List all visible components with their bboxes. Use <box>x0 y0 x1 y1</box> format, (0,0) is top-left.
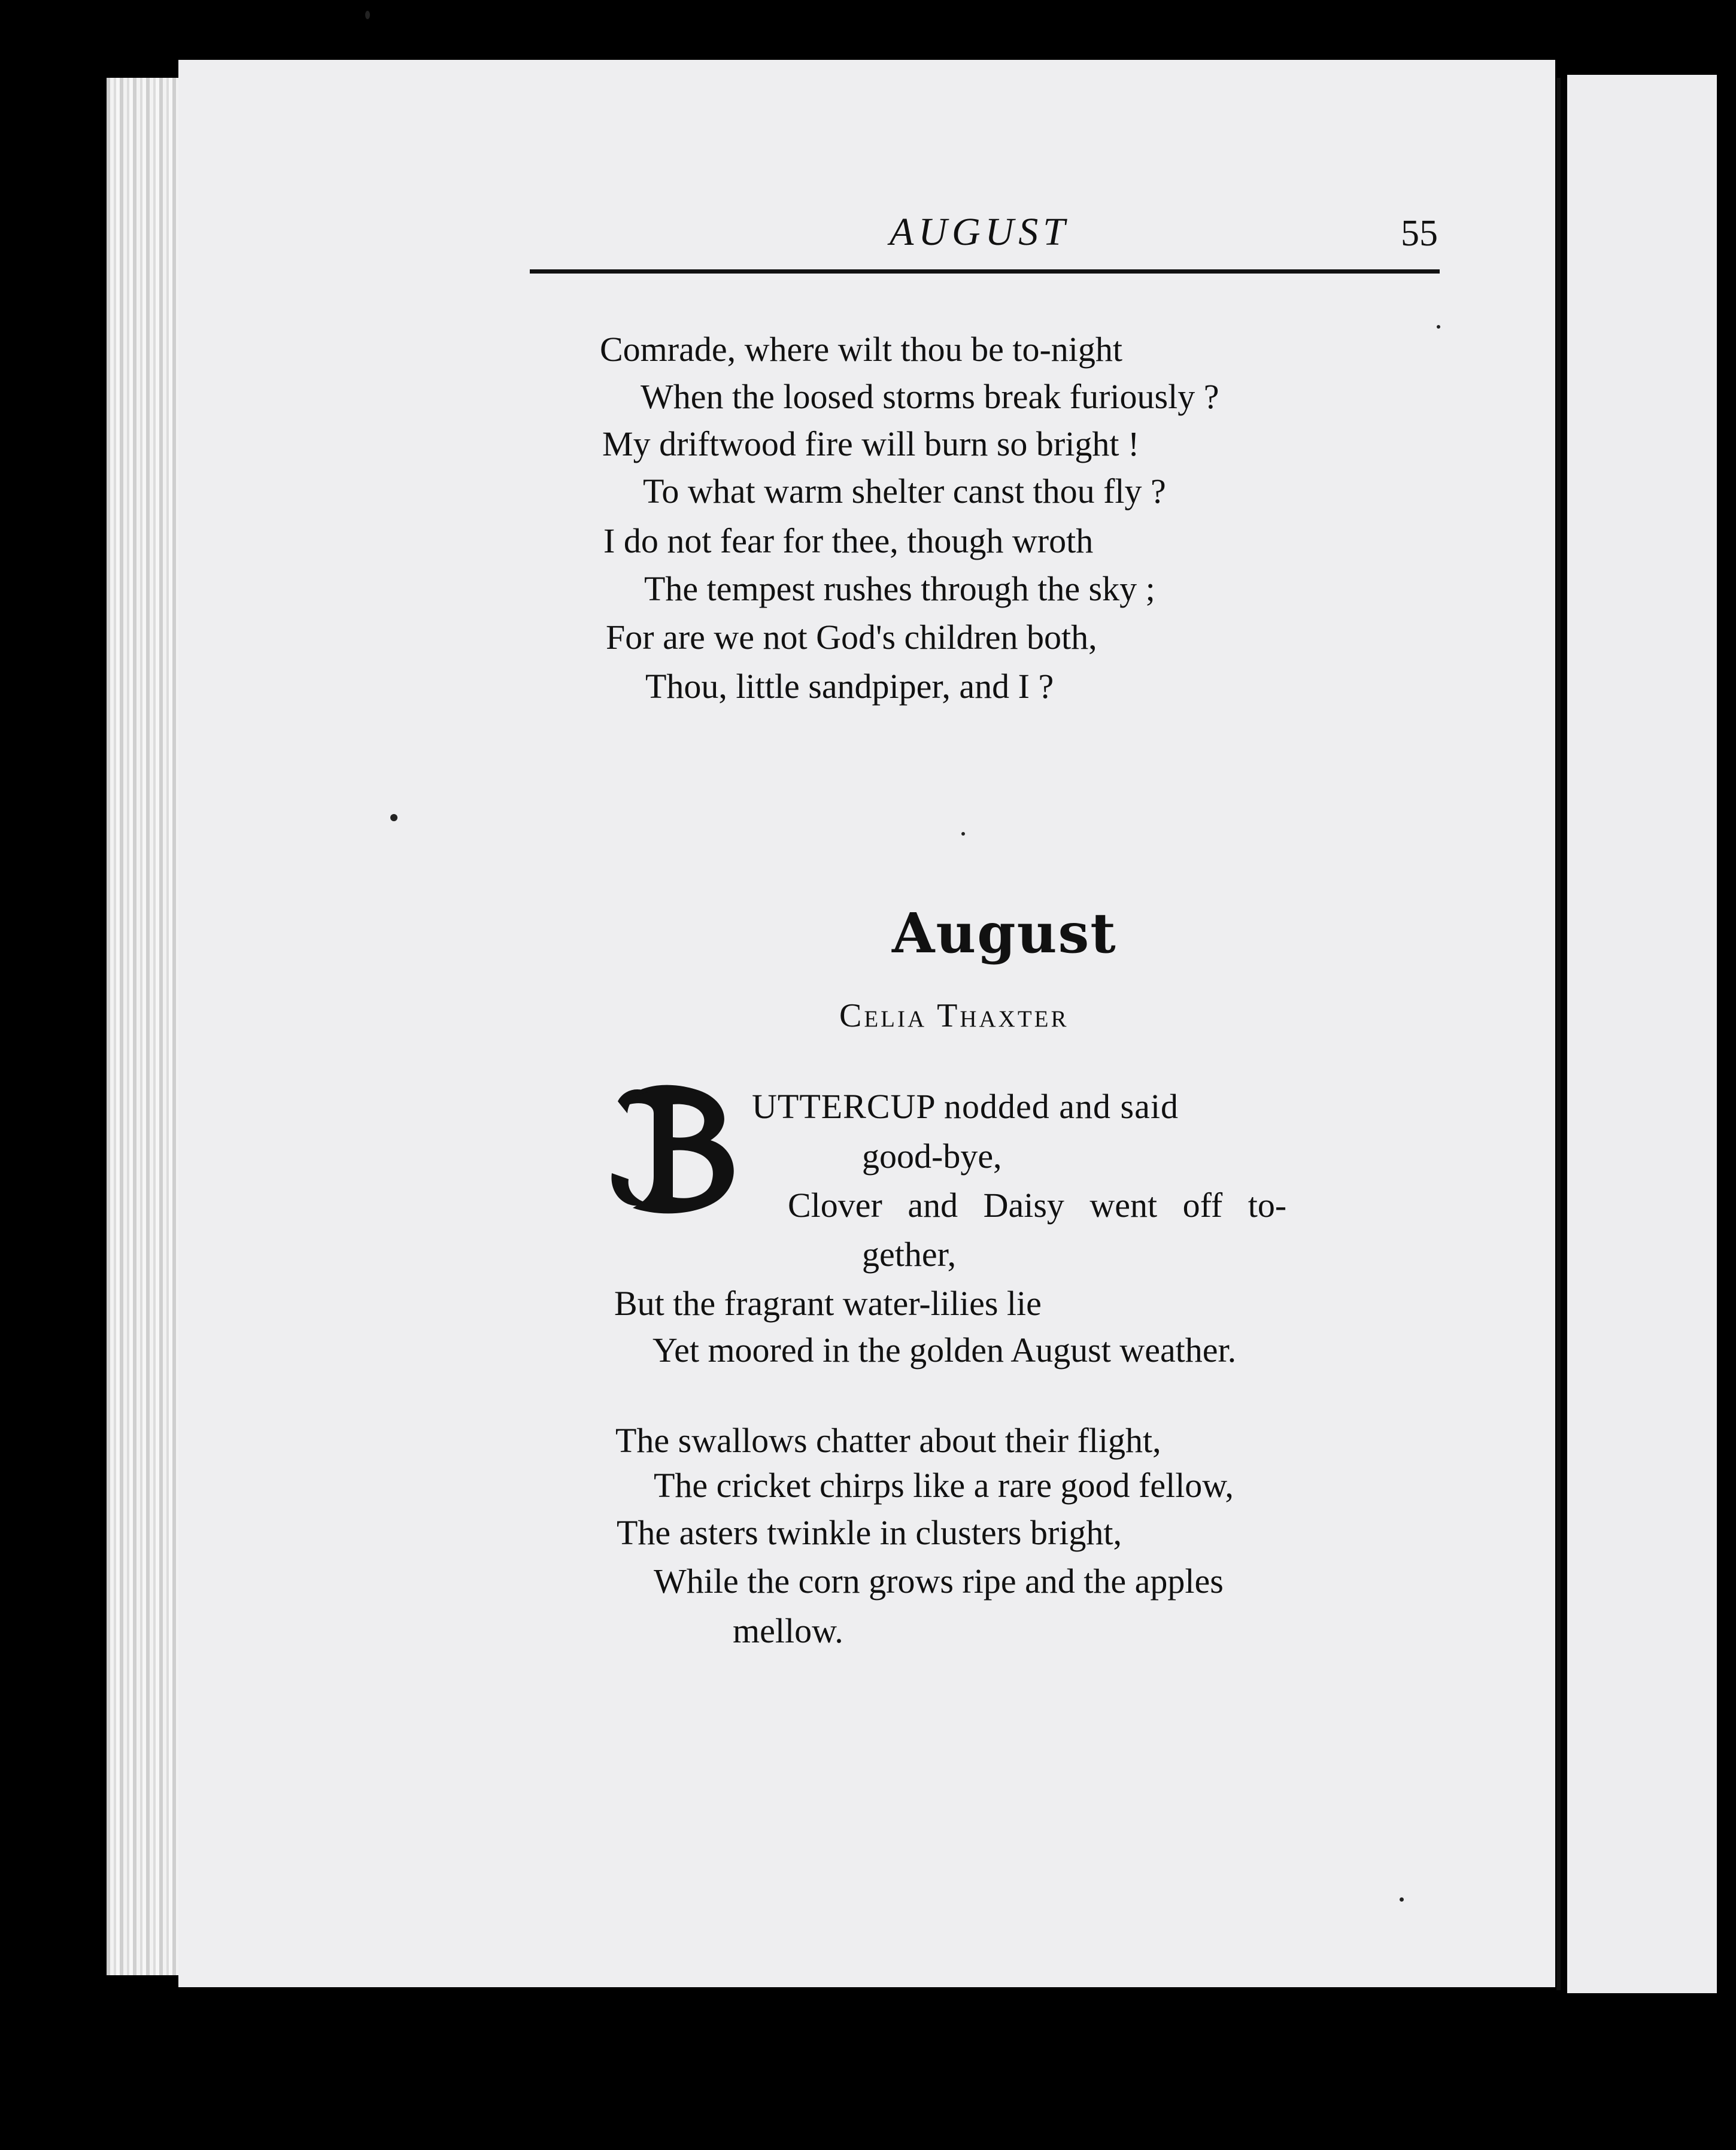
running-header: AUGUST <box>890 210 1070 254</box>
poem-line: Clover and Daisy went off to- <box>788 1186 1287 1225</box>
poem-line: Yet moored in the golden August weather. <box>652 1331 1237 1369</box>
poem-line: To what warm shelter canst thou fly ? <box>643 472 1166 511</box>
gutter-line <box>1556 78 1561 1990</box>
page-stack-edges <box>107 78 181 1975</box>
poem-line: I do not fear for thee, though wroth <box>603 521 1094 560</box>
speck <box>1437 325 1440 329</box>
speck <box>961 832 965 836</box>
poem-line: UTTERCUP nodded and said <box>752 1087 1179 1126</box>
page-number: 55 <box>1401 213 1438 254</box>
poem-line: But the fragrant water-lilies lie <box>614 1284 1042 1323</box>
speck <box>1400 1897 1404 1902</box>
speck <box>390 814 397 821</box>
poem-line: Thou, little sandpiper, and I ? <box>645 667 1054 706</box>
drop-cap-ornament <box>606 1077 749 1221</box>
poem-line: mellow. <box>733 1611 843 1650</box>
poem-line: For are we not God's children both, <box>606 618 1097 657</box>
poem-line: good-bye, <box>862 1137 1002 1176</box>
poem-title: August <box>892 901 1117 965</box>
drop-cap-b-icon <box>606 1077 749 1221</box>
facing-page-edge <box>1567 75 1717 1993</box>
poem-line: My driftwood fire will burn so bright ! <box>602 424 1140 463</box>
poem-line: The swallows chatter about their flight, <box>615 1421 1161 1460</box>
poem-line: While the corn grows ripe and the apples <box>654 1562 1224 1601</box>
speck <box>365 11 370 19</box>
poem-line: The asters twinkle in clusters bright, <box>617 1513 1122 1552</box>
poem-line: Comrade, where wilt thou be to-night <box>600 330 1123 369</box>
poem-line: When the loosed storms break furiously ? <box>641 377 1219 416</box>
poem-author: Celia Thaxter <box>839 997 1069 1034</box>
header-rule <box>530 269 1440 274</box>
poem-line: The cricket chirps like a rare good fellow, <box>654 1466 1234 1505</box>
poem-line: The tempest rushes through the sky ; <box>644 569 1155 608</box>
poem-line: gether, <box>862 1235 957 1274</box>
